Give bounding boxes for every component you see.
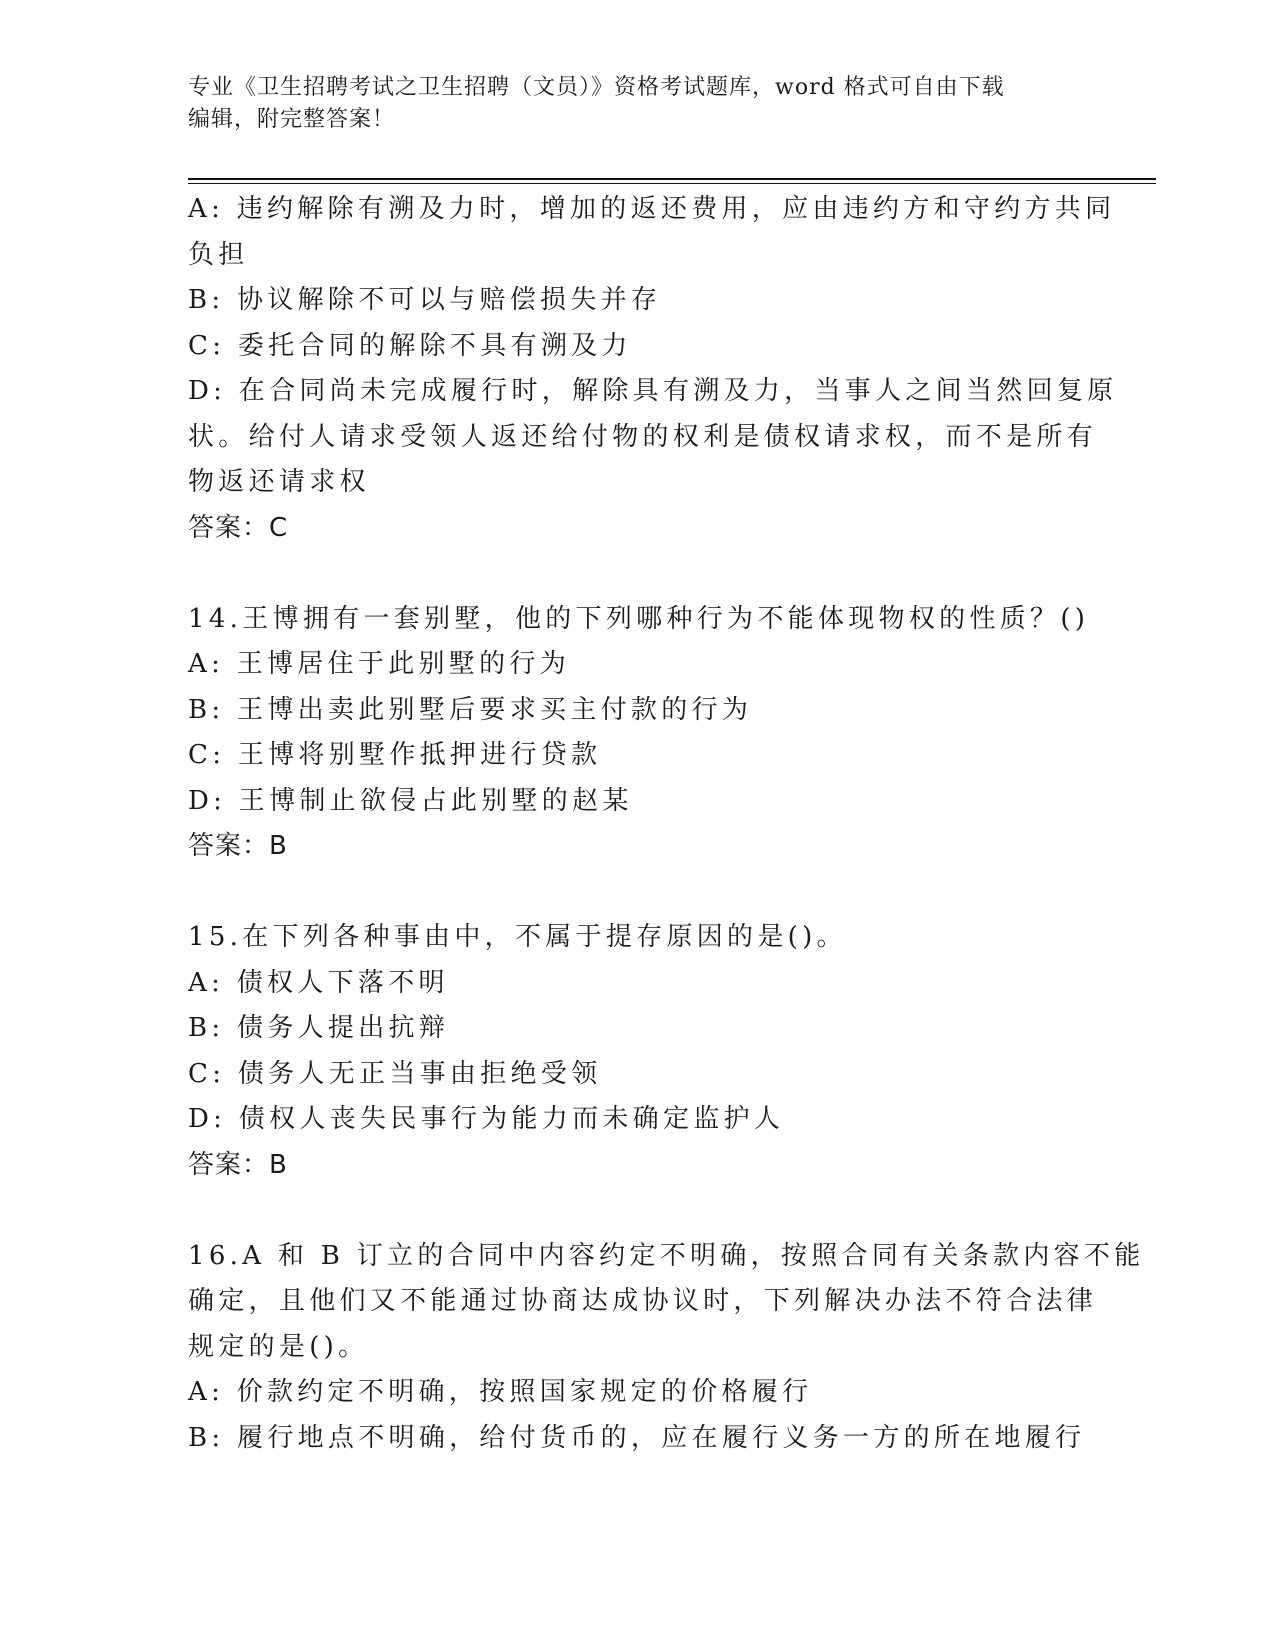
q13-option-d-line-2: 状。给付人请求受领人返还给付物的权利是债权请求权，而不是所有 [188, 421, 1098, 452]
spacer [188, 870, 1088, 916]
question-14-block [188, 597, 1088, 870]
header-divider-thick [188, 178, 1156, 180]
q14-question: 14.王博拥有一套别墅，他的下列哪种行为不能体现物权的性质？() [188, 603, 1090, 634]
q16-question-line-1: 16.A 和 B 订立的合同中内容约定不明确，按照合同有关条款内容不能 [188, 1240, 1145, 1271]
question-13-block [188, 187, 1118, 551]
q15-option-a: A: 债权人下落不明 [188, 967, 449, 998]
q14-option-d: D: 王博制止欲侵占此别墅的赵某 [188, 785, 633, 816]
q15-answer: 答案：B [188, 1149, 288, 1180]
q13-answer: 答案：C [188, 512, 289, 543]
q13-option-d-line-3: 物返还请求权 [188, 467, 370, 497]
question-15-block [188, 915, 1088, 1188]
q13-option-b: B: 协议解除不可以与赔偿损失并存 [188, 285, 662, 315]
header-title-line-2: 编辑，附完整答案！ [188, 107, 396, 132]
q13-option-a-line-1: A: 违约解除有溯及力时，增加的返还费用，应由违约方和守约方共同 [188, 194, 1116, 224]
q13-option-a-line-2: 负担 [188, 239, 249, 270]
q15-question: 15.在下列各种事由中，不属于提存原因的是()。 [188, 922, 847, 952]
q16-option-a: A: 价款约定不明确，按照国家规定的价格履行 [188, 1377, 813, 1407]
question-16-block [188, 1234, 1145, 1462]
document-header [188, 72, 1068, 136]
header-title-line-1: 专业《卫生招聘考试之卫生招聘（文员）》资格考试题库，word 格式可自由下载 [188, 75, 1005, 100]
q16-option-b: B: 履行地点不明确，给付货币的，应在履行义务一方的所在地履行 [188, 1422, 1086, 1453]
q13-option-d-line-1: D: 在合同尚未完成履行时，解除具有溯及力，当事人之间当然回复原 [188, 376, 1118, 406]
question-content [188, 187, 1145, 1461]
q14-option-a: A: 王博居住于此别墅的行为 [188, 649, 571, 679]
q15-option-d: D: 债权人丧失民事行为能力而未确定监护人 [188, 1104, 785, 1134]
q13-option-c: C: 委托合同的解除不具有溯及力 [188, 330, 632, 361]
header-divider-thin [188, 183, 1156, 184]
q14-option-b: B: 王博出卖此别墅后要求买主付款的行为 [188, 694, 753, 725]
q14-answer: 答案：B [188, 831, 288, 861]
spacer [188, 1188, 1088, 1234]
spacer [188, 551, 1088, 597]
q14-option-c: C: 王博将别墅作抵押进行贷款 [188, 740, 602, 770]
q15-option-c: C: 债务人无正当事由拒绝受领 [188, 1058, 602, 1089]
q16-question-line-2: 确定，且他们又不能通过协商达成协议时，下列解决办法不符合法律 [188, 1286, 1098, 1316]
q16-question-line-3: 规定的是()。 [188, 1331, 369, 1362]
q15-option-b: B: 债务人提出抗辩 [188, 1013, 450, 1043]
